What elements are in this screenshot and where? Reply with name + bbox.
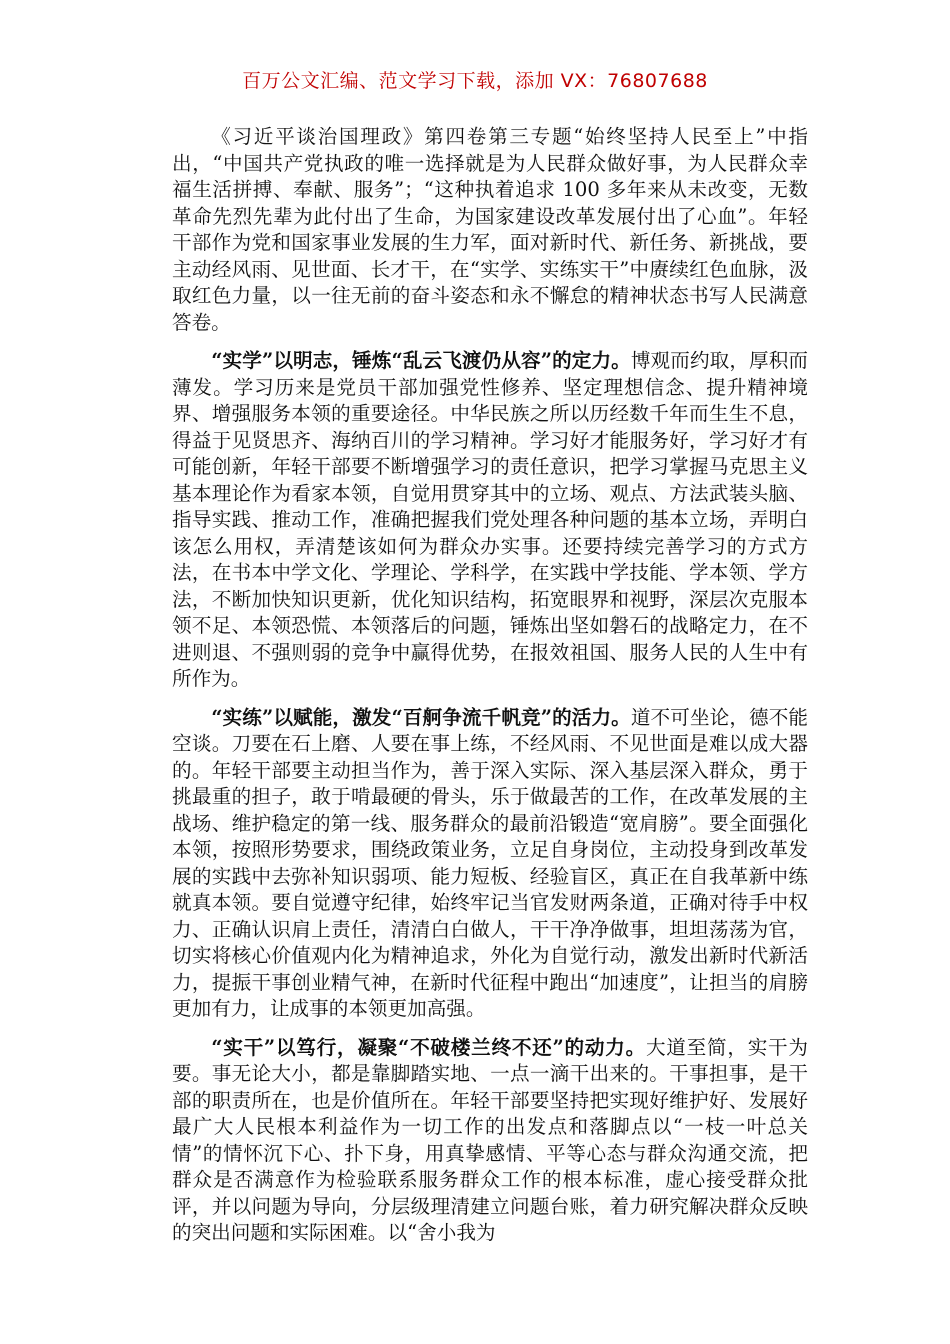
paragraph-text: 博观而约取，厚积而薄发。学习历来是党员干部加强党性修养、坚定理想信念、提升精神境界、增强服务本领的重要途径。中华民族之所以历经数千年而生生不息，得益于见贤思齐、海纳百川的学习精神。学习好才能服务好，学习好才有可能创新，年轻干部要不断增强学习的责任意识，把学习掌握马克思主义基本理论作为看家本领，自觉用贯穿其中的立场、观点、方法武装头脑、指导实践、推动工作，准确把握我们党处理各种问题的基本立场，弄明白该怎么用权，弄清楚该如何为群众办实事。还要持续完善学习的方式方法，在书本中学文化、学理论、学科学，在实践中学技能、学本领、学方法，不断加快知识更新，优化知识结构，拓宽眼界和视野，深层次克服本领不足、本领恐慌、本领落后的问题，锤炼出坚如磐石的战略定力，在不进则退、不强则弱的竞争中赢得优势，在报效祖国、服务人民的人生中有所作为。	[172, 349, 809, 690]
paragraph-lead: “实干”以笃行，凝聚“不破楼兰终不还”的动力。	[211, 1035, 646, 1059]
paragraph-lead: “实练”以赋能，激发“百舸争流千帆竞”的活力。	[211, 705, 631, 729]
paragraph-shixue	[172, 348, 808, 693]
page-header-banner: 百万公文汇编、范文学习下载，添加 VX：76807688	[242, 70, 708, 92]
paragraph-text: 《习近平谈治国理政》第四卷第三专题“始终坚持人民至上”中指出，“中国共产党执政的唯一选择就是为人民群众做好事，为人民群众幸福生活拼搏、奉献、服务”；“这种执着追求 100 多年来从未改变，无数革命先烈先辈为此付出了生命，为国家建设改革发展付出了心血”。年轻干部作为党和国家事业发展的生力军，面对新时代、新任务、新挑战，要主动经风雨、见世面、长才干，在“实学、实练实干”中赓续红色血脉，汲取红色力量，以一往无前的奋斗姿态和永不懈怠的精神状态书写人民满意答卷。	[172, 125, 808, 334]
paragraph-shigan	[172, 1035, 808, 1247]
paragraph-text: 大道至简，实干为要。事无论大小，都是靠脚踏实地、一点一滴干出来的。干事担事，是干部的职责所在，也是价值所在。年轻干部要坚持把实现好维护好、发展好最广大人民根本利益作为一切工作的出发点和落脚点以“一枝一叶总关情”的情怀沉下心、扑下身，用真挚感情、平等心态与群众沟通交流，把群众是否满意作为检验联系服务群众工作的根本标准，虚心接受群众批评，并以问题为导向，分层级理清建立问题台账，着力研究解决群众反映的突出问题和实际困难。以“舍小我为	[172, 1035, 808, 1244]
document-body	[172, 124, 808, 1259]
paragraph-shilian	[172, 705, 808, 1023]
paragraph-intro	[172, 124, 808, 336]
paragraph-text: 道不可坐论，德不能空谈。刀要在石上磨、人要在事上练，不经风雨、不见世面是难以成大器的。年轻干部要主动担当作为，善于深入实际、深入基层深入群众，勇于挑最重的担子，敢于啃最硬的骨头，乐于做最苦的工作，在改革发展的主战场、维护稳定的第一线、服务群众的最前沿锻造“宽肩膀”。要全面强化本领，按照形势要求，围绕政策业务，立足自身岗位，主动投身到改革发展的实践中去弥补知识弱项、能力短板、经验盲区，真正在自我革新中练就真本领。要自觉遵守纪律，始终牢记当官发财两条道，正确对待手中权力、正确认识肩上责任，清清白白做人，干干净净做事，坦坦荡荡为官，切实将核心价值观内化为精神追求，外化为自觉行动，激发出新时代新活力，提振干事创业精气神，在新时代征程中跑出“加速度”，让担当的肩膀更加有力，让成事的本领更加高强。	[172, 705, 809, 1020]
paragraph-lead: “实学”以明志，锤炼“乱云飞渡仍从容”的定力。	[211, 349, 631, 372]
